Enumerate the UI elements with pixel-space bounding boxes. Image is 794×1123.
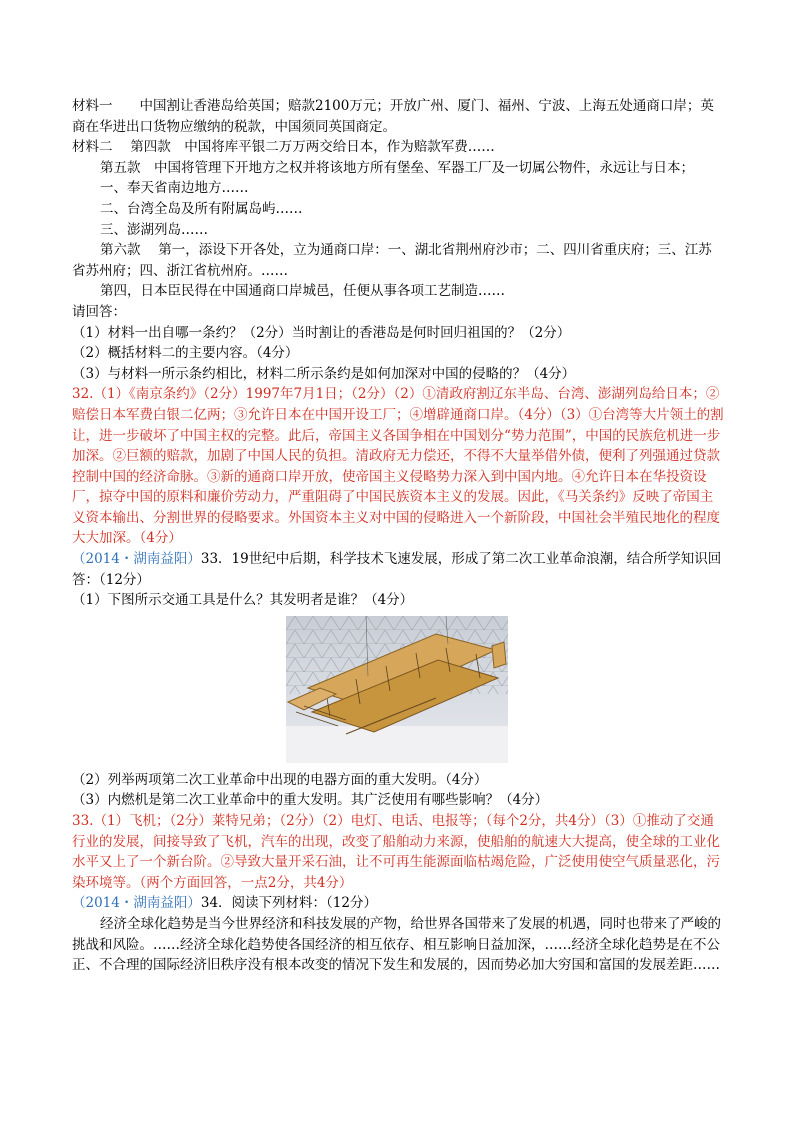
question-34-material: 经济全球化趋势是当今世界经济和科技发展的产物，给世界各国带来了发展的机遇，同时也带来了严峻的挑战和风险。……经济全球化趋势使各国经济的相互依存、相互影响日益加深，……经济全球化趋势是在不公正、不合理的国际经济旧秩序没有根本改变的情况下发生和发展的，因而势必加大穷国和富国的发展差距……	[72, 916, 721, 974]
question-33-3: （3）内燃机是第二次工业革命中的重大发明。其广泛使用有哪些影响？（4分）	[72, 792, 549, 809]
wright-flyer-photo	[286, 616, 508, 763]
material-2-item-1: 一、奉天省南边地方……	[100, 180, 249, 197]
document-page	[72, 96, 724, 976]
question-32-3: （3）与材料一所示条约相比，材料二所示条约是如何加深对中国的侵略的？（4分）	[72, 365, 576, 382]
material-2-article-6: 第六款 第一，添设下开各处，立为通商口岸：一、湖北省荆州府沙市；二、四川省重庆府；三、江苏省苏州府；四、浙江省杭州府。……	[72, 242, 712, 279]
question-34-stem: 34．阅读下列材料：（12分）	[200, 895, 377, 912]
material-2-article-5: 第五款 中国将管理下开地方之权并将该地方所有堡垒、军器工厂及一切属公物件，永远让与日本；	[100, 159, 694, 176]
answer-prompt: 请回答：	[72, 303, 126, 320]
question-33-2: （2）列举两项第二次工业革命中出现的电器方面的重大发明。（4分）	[72, 771, 488, 788]
question-33-source: （2014・湖南益阳）	[72, 551, 201, 568]
question-33-stem-line	[72, 549, 724, 590]
material-2-intro: 材料二 第四款 中国将库平银二万万两交给日本，作为赔款军费……	[72, 139, 495, 156]
question-34-stem-line	[72, 893, 724, 914]
answer-33: 33.（1）飞机；（2分）莱特兄弟；（2分）（2）电灯、电话、电报等；（每个2分，共4分）（3）①推动了交通行业的发展，间接导致了飞机，汽车的出现，改变了船舶动力来源，使船舶的航速大大提高，使全球的工业化水平又上了一个新台阶。②导致大量开采石油，让不可再生能源面临枯竭危险，广泛使用使空气质量恶化，污染环境等。（两个方面回答，一点2分，共4分）	[72, 813, 720, 891]
question-33-stem: 33．19世纪中后期，科学技术飞速发展，形成了第二次工业革命浪潮，结合所学知识回答：（12分）	[72, 551, 722, 588]
question-32-2: （2）概括材料二的主要内容。（4分）	[72, 345, 299, 362]
material-2-item-2: 二、台湾全岛及所有附属岛屿……	[100, 200, 303, 217]
material-2-article-6-clause-4: 第四，日本臣民得在中国通商口岸城邑，任便从事各项工艺制造……	[100, 283, 505, 300]
material-2-item-3: 三、澎湖列岛……	[100, 221, 208, 238]
airplane-image	[286, 616, 508, 763]
question-32-1: （1）材料一出自哪一条约？（2分）当时割让的香港岛是何时回归祖国的？（2分）	[72, 324, 571, 341]
answer-32: 32.（1）《南京条约》（2分）1997年7月1日；（2分）（2）①清政府割辽东半岛、台湾、澎湖列岛给日本；②赔偿日本军费白银二亿两；③允许日本在中国开设工厂；④增辟通商口岸。（4分）（3）①台湾等大片领土的割让，进一步破坏了中国主权的完整。此后，帝国主义各国争相在中国划分“势力范围”，中国的民族危机进一步加深。②巨额的赔款，加剧了中国人民的负担。清政府无力偿还，不得不大量举借外债，便利了列强通过贷款控制中国的经济命脉。③新的通商口岸开放，使帝国主义侵略势力深入到中国内地。④允许日本在华投资设厂，掠夺中国的原料和廉价劳动力，严重阻碍了中国民族资本主义的发展。因此，《马关条约》反映了帝国主义资本输出、分割世界的侵略要求。外国资本主义对中国的侵略进入一个新阶段，中国社会半殖民地化的程度大大加深。（4分）	[72, 386, 724, 547]
question-33-1: （1）下图所示交通工具是什么？其发明者是谁？（4分）	[72, 592, 414, 609]
question-34-source: （2014・湖南益阳）	[72, 895, 201, 912]
material-1: 材料一 中国割让香港岛给英国；赔款2100万元；开放广州、厦门、福州、宁波、上海五处通商口岸；英商在华进出口货物应缴纳的税款，中国须同英国商定。	[72, 98, 714, 135]
